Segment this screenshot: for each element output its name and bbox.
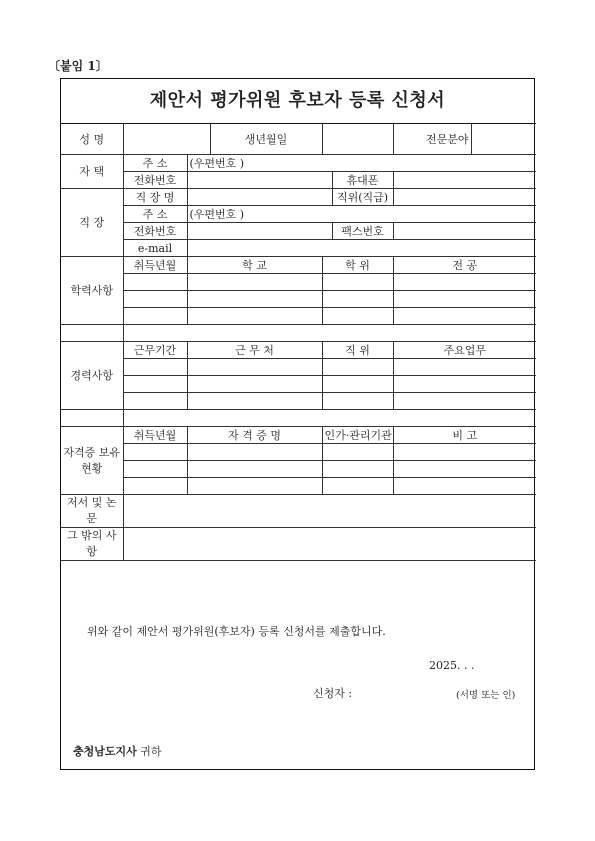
career-header-row [61, 342, 536, 359]
home-address-input[interactable] [187, 155, 536, 172]
addressee-suffix: 귀하 [136, 745, 162, 758]
name-label: 성 명 [61, 124, 123, 155]
work-address-row [61, 206, 536, 223]
license-header-row [61, 427, 536, 444]
section-spacer-row [61, 325, 536, 342]
career-label: 경력사항 [61, 342, 123, 410]
publications-input[interactable] [123, 495, 536, 528]
form-table [61, 123, 536, 561]
work-address-label: 주 소 [123, 206, 187, 223]
mobile-input[interactable] [393, 172, 536, 189]
workplace-label: 직 장 [61, 189, 123, 257]
career-cell[interactable] [393, 393, 536, 410]
home-address-label: 주 소 [123, 155, 187, 172]
name-input[interactable] [123, 124, 210, 155]
field-input[interactable] [471, 124, 536, 155]
section-spacer-row [61, 410, 536, 427]
license-header: 취득년월 [123, 427, 187, 444]
license-cell[interactable] [393, 478, 536, 495]
form-footer [61, 613, 534, 771]
education-row [61, 291, 536, 308]
work-phone-input[interactable] [187, 223, 332, 240]
education-label: 학력사항 [61, 257, 123, 325]
others-input[interactable] [123, 528, 536, 561]
career-cell[interactable] [187, 393, 322, 410]
home-postal: (우편번호 ) [189, 156, 245, 170]
birth-label: 생년월일 [210, 124, 322, 155]
license-cell[interactable] [123, 478, 187, 495]
career-header: 주요업무 [393, 342, 536, 359]
education-cell[interactable] [393, 308, 536, 325]
license-cell[interactable] [187, 478, 322, 495]
education-row [61, 308, 536, 325]
education-cell[interactable] [187, 308, 322, 325]
license-cell[interactable] [322, 478, 393, 495]
work-phone-row [61, 223, 536, 240]
education-header-row [61, 257, 536, 274]
work-address-input[interactable] [187, 206, 536, 223]
applicant-label: 신청자 : [313, 687, 353, 700]
career-cell[interactable] [123, 393, 187, 410]
signature-label: (서명 또는 인) [456, 690, 516, 701]
education-cell[interactable] [123, 274, 187, 291]
career-cell[interactable] [123, 376, 187, 393]
email-label: e-mail [123, 240, 187, 257]
name-row [61, 124, 536, 155]
work-name-label: 직 장 명 [123, 189, 187, 206]
education-header: 전 공 [393, 257, 536, 274]
home-address-row [61, 155, 536, 172]
education-cell[interactable] [123, 308, 187, 325]
career-row [61, 376, 536, 393]
work-name-input[interactable] [187, 189, 332, 206]
home-phone-row [61, 172, 536, 189]
career-cell[interactable] [123, 359, 187, 376]
email-row [61, 240, 536, 257]
work-phone-label: 전화번호 [123, 223, 187, 240]
license-cell[interactable] [187, 461, 322, 478]
career-header: 근 무 처 [187, 342, 322, 359]
publications-label: 저서 및 논문 [61, 495, 123, 528]
submission-date: 2025. . . [429, 659, 475, 672]
license-row [61, 478, 536, 495]
license-cell[interactable] [123, 461, 187, 478]
addressee [73, 743, 162, 759]
education-cell[interactable] [393, 291, 536, 308]
publications-row [61, 495, 536, 528]
education-header: 취득년월 [123, 257, 187, 274]
career-cell[interactable] [322, 393, 393, 410]
career-row [61, 359, 536, 376]
field-label: 전문분야 [393, 124, 471, 155]
education-header: 학 교 [187, 257, 322, 274]
career-cell[interactable] [187, 376, 322, 393]
home-phone-input[interactable] [187, 172, 332, 189]
fax-label: 팩스번호 [332, 223, 393, 240]
license-header: 자 격 증 명 [187, 427, 322, 444]
career-header: 근무기간 [123, 342, 187, 359]
addressee-org: 충청남도지사 [73, 745, 137, 758]
education-header: 학 위 [322, 257, 393, 274]
career-cell[interactable] [393, 376, 536, 393]
license-header: 비 고 [393, 427, 536, 444]
education-cell[interactable] [187, 274, 322, 291]
license-cell[interactable] [123, 444, 187, 461]
career-header: 직 위 [322, 342, 393, 359]
education-cell[interactable] [187, 291, 322, 308]
career-cell[interactable] [393, 359, 536, 376]
license-cell[interactable] [322, 461, 393, 478]
license-row [61, 444, 536, 461]
license-cell[interactable] [393, 461, 536, 478]
license-label: 자격증 보유현황 [61, 427, 123, 495]
attachment-label: 〔붙임 1〕 [48, 59, 108, 73]
email-input[interactable] [187, 240, 536, 257]
license-cell[interactable] [322, 444, 393, 461]
career-cell[interactable] [187, 359, 322, 376]
fax-input[interactable] [393, 223, 536, 240]
education-row [61, 274, 536, 291]
education-cell[interactable] [322, 274, 393, 291]
birth-input[interactable] [322, 124, 393, 155]
work-postal: (우편번호 ) [189, 207, 245, 221]
home-label: 자 택 [61, 155, 123, 189]
mobile-label: 휴대폰 [332, 172, 393, 189]
career-row [61, 393, 536, 410]
work-name-row [61, 189, 536, 206]
position-label: 직위(직급) [332, 189, 393, 206]
license-header: 인가·관리기관 [322, 427, 393, 444]
license-cell[interactable] [187, 444, 322, 461]
declaration-text: 위와 같이 제안서 평가위원(후보자) 등록 신청서를 제출합니다. [87, 625, 386, 638]
career-cell[interactable] [322, 359, 393, 376]
education-cell[interactable] [393, 274, 536, 291]
license-cell[interactable] [393, 444, 536, 461]
home-phone-label: 전화번호 [123, 172, 187, 189]
position-input[interactable] [393, 189, 536, 206]
license-row [61, 461, 536, 478]
career-cell[interactable] [322, 376, 393, 393]
form-title: 제안서 평가위원 후보자 등록 신청서 [149, 90, 446, 111]
education-cell[interactable] [322, 291, 393, 308]
others-label: 그 밖의 사항 [61, 528, 123, 561]
education-cell[interactable] [322, 308, 393, 325]
others-row [61, 528, 536, 561]
education-cell[interactable] [123, 291, 187, 308]
application-form [60, 78, 535, 770]
